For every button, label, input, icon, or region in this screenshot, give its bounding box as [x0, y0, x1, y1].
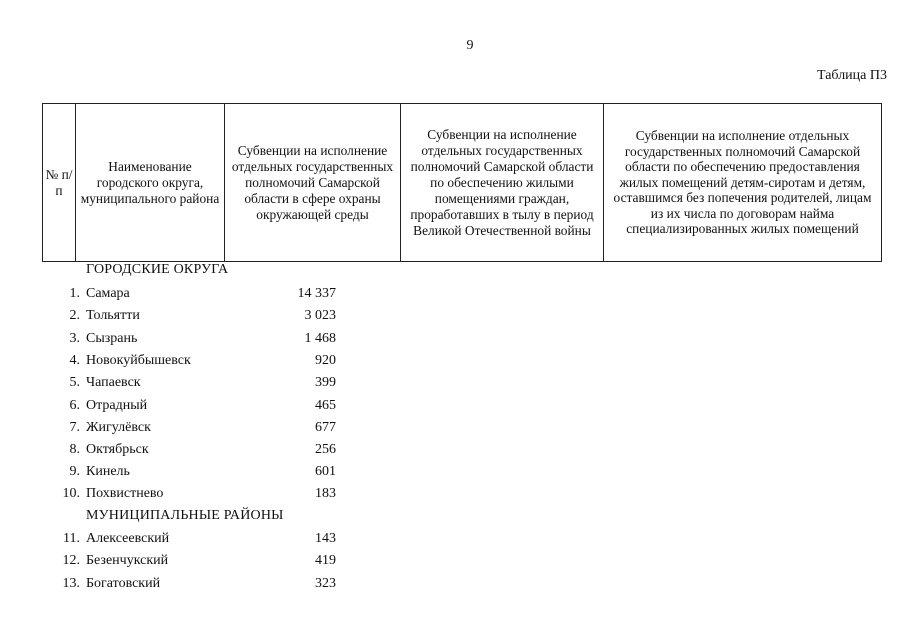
- row-number: 12.: [62, 553, 80, 568]
- header-col-veterans-housing: Субвенции на исполнение отдельных государственных полномочий Самарской области по обеспечению жилыми помещениями граждан, проработавших в тылу в период Великой Отечественной войны: [401, 104, 604, 262]
- row-number: 6.: [69, 398, 80, 413]
- table-row: [0, 308, 400, 328]
- row-name: Жигулёвск: [86, 420, 151, 435]
- header-col-environment: Субвенции на исполнение отдельных государственных полномочий Самарской области в сфере охраны окружающей среды: [225, 104, 401, 262]
- table-row: [0, 398, 400, 418]
- row-name: Похвистнево: [86, 486, 164, 501]
- row-number: 1.: [69, 286, 80, 301]
- row-value: 323: [315, 576, 336, 591]
- row-name: Новокуйбышевск: [86, 353, 191, 368]
- page-number: 9: [466, 38, 474, 53]
- row-value: 14 337: [297, 286, 336, 301]
- row-name: Чапаевск: [86, 375, 141, 390]
- section-title-urban-districts: ГОРОДСКИЕ ОКРУГА: [86, 262, 229, 277]
- table-row: [0, 375, 400, 395]
- row-value: 419: [315, 553, 336, 568]
- table-row: [0, 353, 400, 373]
- header-col-number: № п/п: [43, 104, 76, 262]
- row-number: 10.: [62, 486, 80, 501]
- row-number: 13.: [62, 576, 80, 591]
- row-name: Тольятти: [86, 308, 140, 323]
- table-label: Таблица П3: [817, 68, 887, 83]
- row-value: 256: [315, 442, 336, 457]
- header-col-name: Наименование городского округа, муниципального района: [76, 104, 225, 262]
- header-row: [43, 104, 882, 262]
- table-row: [0, 420, 400, 440]
- table-row: [0, 553, 400, 573]
- row-value: 465: [315, 398, 336, 413]
- table-row: [0, 464, 400, 484]
- header-col-orphans-housing: Субвенции на исполнение отдельных государственных полномочий Самарской области по обеспечению предоставления жилых помещений детям-сиротам и детям, оставшимся без попечения родителей, лицам из их числа по договорам найма специализированных жилых помещений: [604, 104, 882, 262]
- table-header: [42, 103, 882, 262]
- table-row: [0, 286, 400, 306]
- section-title-municipal-districts: МУНИЦИПАЛЬНЫЕ РАЙОНЫ: [86, 508, 284, 523]
- row-value: 677: [315, 420, 336, 435]
- table-row: [0, 576, 400, 596]
- row-name: Безенчукский: [86, 553, 169, 568]
- row-value: 601: [315, 464, 336, 479]
- row-name: Самара: [86, 286, 130, 301]
- row-number: 3.: [69, 331, 80, 346]
- row-number: 7.: [69, 420, 80, 435]
- row-value: 143: [315, 531, 336, 546]
- row-number: 2.: [69, 308, 80, 323]
- row-number: 4.: [69, 353, 80, 368]
- table-row: [0, 331, 400, 351]
- row-value: 3 023: [304, 308, 336, 323]
- row-name: Отрадный: [86, 398, 148, 413]
- row-value: 920: [315, 353, 336, 368]
- row-value: 1 468: [304, 331, 336, 346]
- row-value: 183: [315, 486, 336, 501]
- table-row: [0, 442, 400, 462]
- row-number: 8.: [69, 442, 80, 457]
- row-name: Сызрань: [86, 331, 138, 346]
- table-row: [0, 531, 400, 551]
- row-name: Октябрьск: [86, 442, 149, 457]
- table-row: [0, 486, 400, 506]
- row-number: 5.: [69, 375, 80, 390]
- row-number: 9.: [69, 464, 80, 479]
- row-name: Богатовский: [86, 576, 161, 591]
- row-name: Кинель: [86, 464, 130, 479]
- row-name: Алексеевский: [86, 531, 170, 546]
- row-value: 399: [315, 375, 336, 390]
- row-number: 11.: [63, 531, 80, 546]
